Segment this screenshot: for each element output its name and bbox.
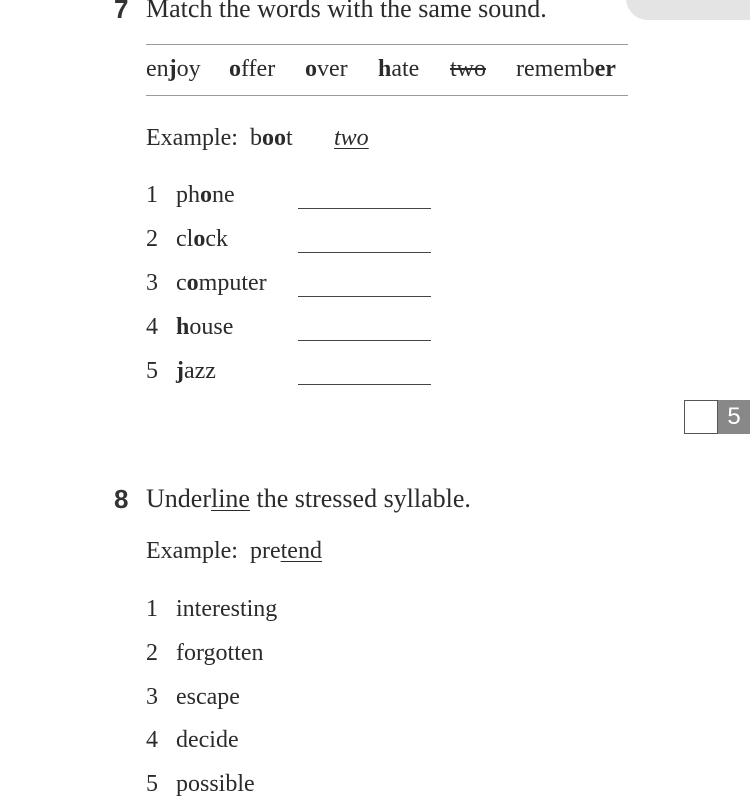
word-bank-item-crossed-out: two xyxy=(450,56,486,82)
item-number: 2 xyxy=(146,226,158,252)
item-number: 5 xyxy=(146,771,158,797)
item-word: clock xyxy=(176,226,228,252)
question-8-example xyxy=(146,538,322,565)
example-answer: two xyxy=(334,125,369,151)
item-word[interactable]: interesting xyxy=(176,596,278,622)
page-tab-decoration xyxy=(626,0,750,20)
item-word: house xyxy=(176,314,234,340)
item-word[interactable]: escape xyxy=(176,684,240,710)
question-7-example xyxy=(146,125,293,152)
item-word: phone xyxy=(176,182,235,208)
item-number: 4 xyxy=(146,314,158,340)
word-bank-bottom-rule xyxy=(146,95,628,96)
word-bank-item: offer xyxy=(229,56,276,82)
word-bank-item: enjoy xyxy=(146,56,201,82)
item-number: 5 xyxy=(146,358,158,384)
item-number: 4 xyxy=(146,727,158,753)
item-word[interactable]: decide xyxy=(176,727,239,753)
answer-blank-5[interactable] xyxy=(298,384,431,385)
item-word[interactable]: forgotten xyxy=(176,640,264,666)
item-number: 1 xyxy=(146,182,158,208)
answer-blank-3[interactable] xyxy=(298,296,431,297)
answer-blank-2[interactable] xyxy=(298,252,431,253)
item-word: computer xyxy=(176,270,267,296)
word-bank-item: over xyxy=(305,56,348,82)
example-word: pretend xyxy=(249,538,322,564)
item-number: 3 xyxy=(146,270,158,296)
answer-blank-4[interactable] xyxy=(298,340,431,341)
word-bank-item: hate xyxy=(378,56,420,82)
item-number: 3 xyxy=(146,684,158,710)
score-input-box[interactable] xyxy=(684,400,718,434)
score-total: 5 xyxy=(718,400,750,434)
example-label: Example: xyxy=(146,125,238,151)
question-7-title: Match the words with the same sound. xyxy=(146,0,547,23)
item-word[interactable]: possible xyxy=(176,771,255,797)
item-word: jazz xyxy=(176,358,216,384)
answer-blank-1[interactable] xyxy=(298,208,431,209)
item-number: 2 xyxy=(146,640,158,666)
word-bank-item: remember xyxy=(516,56,616,82)
example-word: boot xyxy=(249,125,293,151)
example-label: Example: xyxy=(146,538,238,564)
question-7-number: 7 xyxy=(114,0,129,24)
word-bank-top-rule xyxy=(146,44,628,45)
question-8-number: 8 xyxy=(114,484,129,514)
item-number: 1 xyxy=(146,596,158,622)
question-8-title: Underline the stressed syllable. xyxy=(146,484,471,513)
